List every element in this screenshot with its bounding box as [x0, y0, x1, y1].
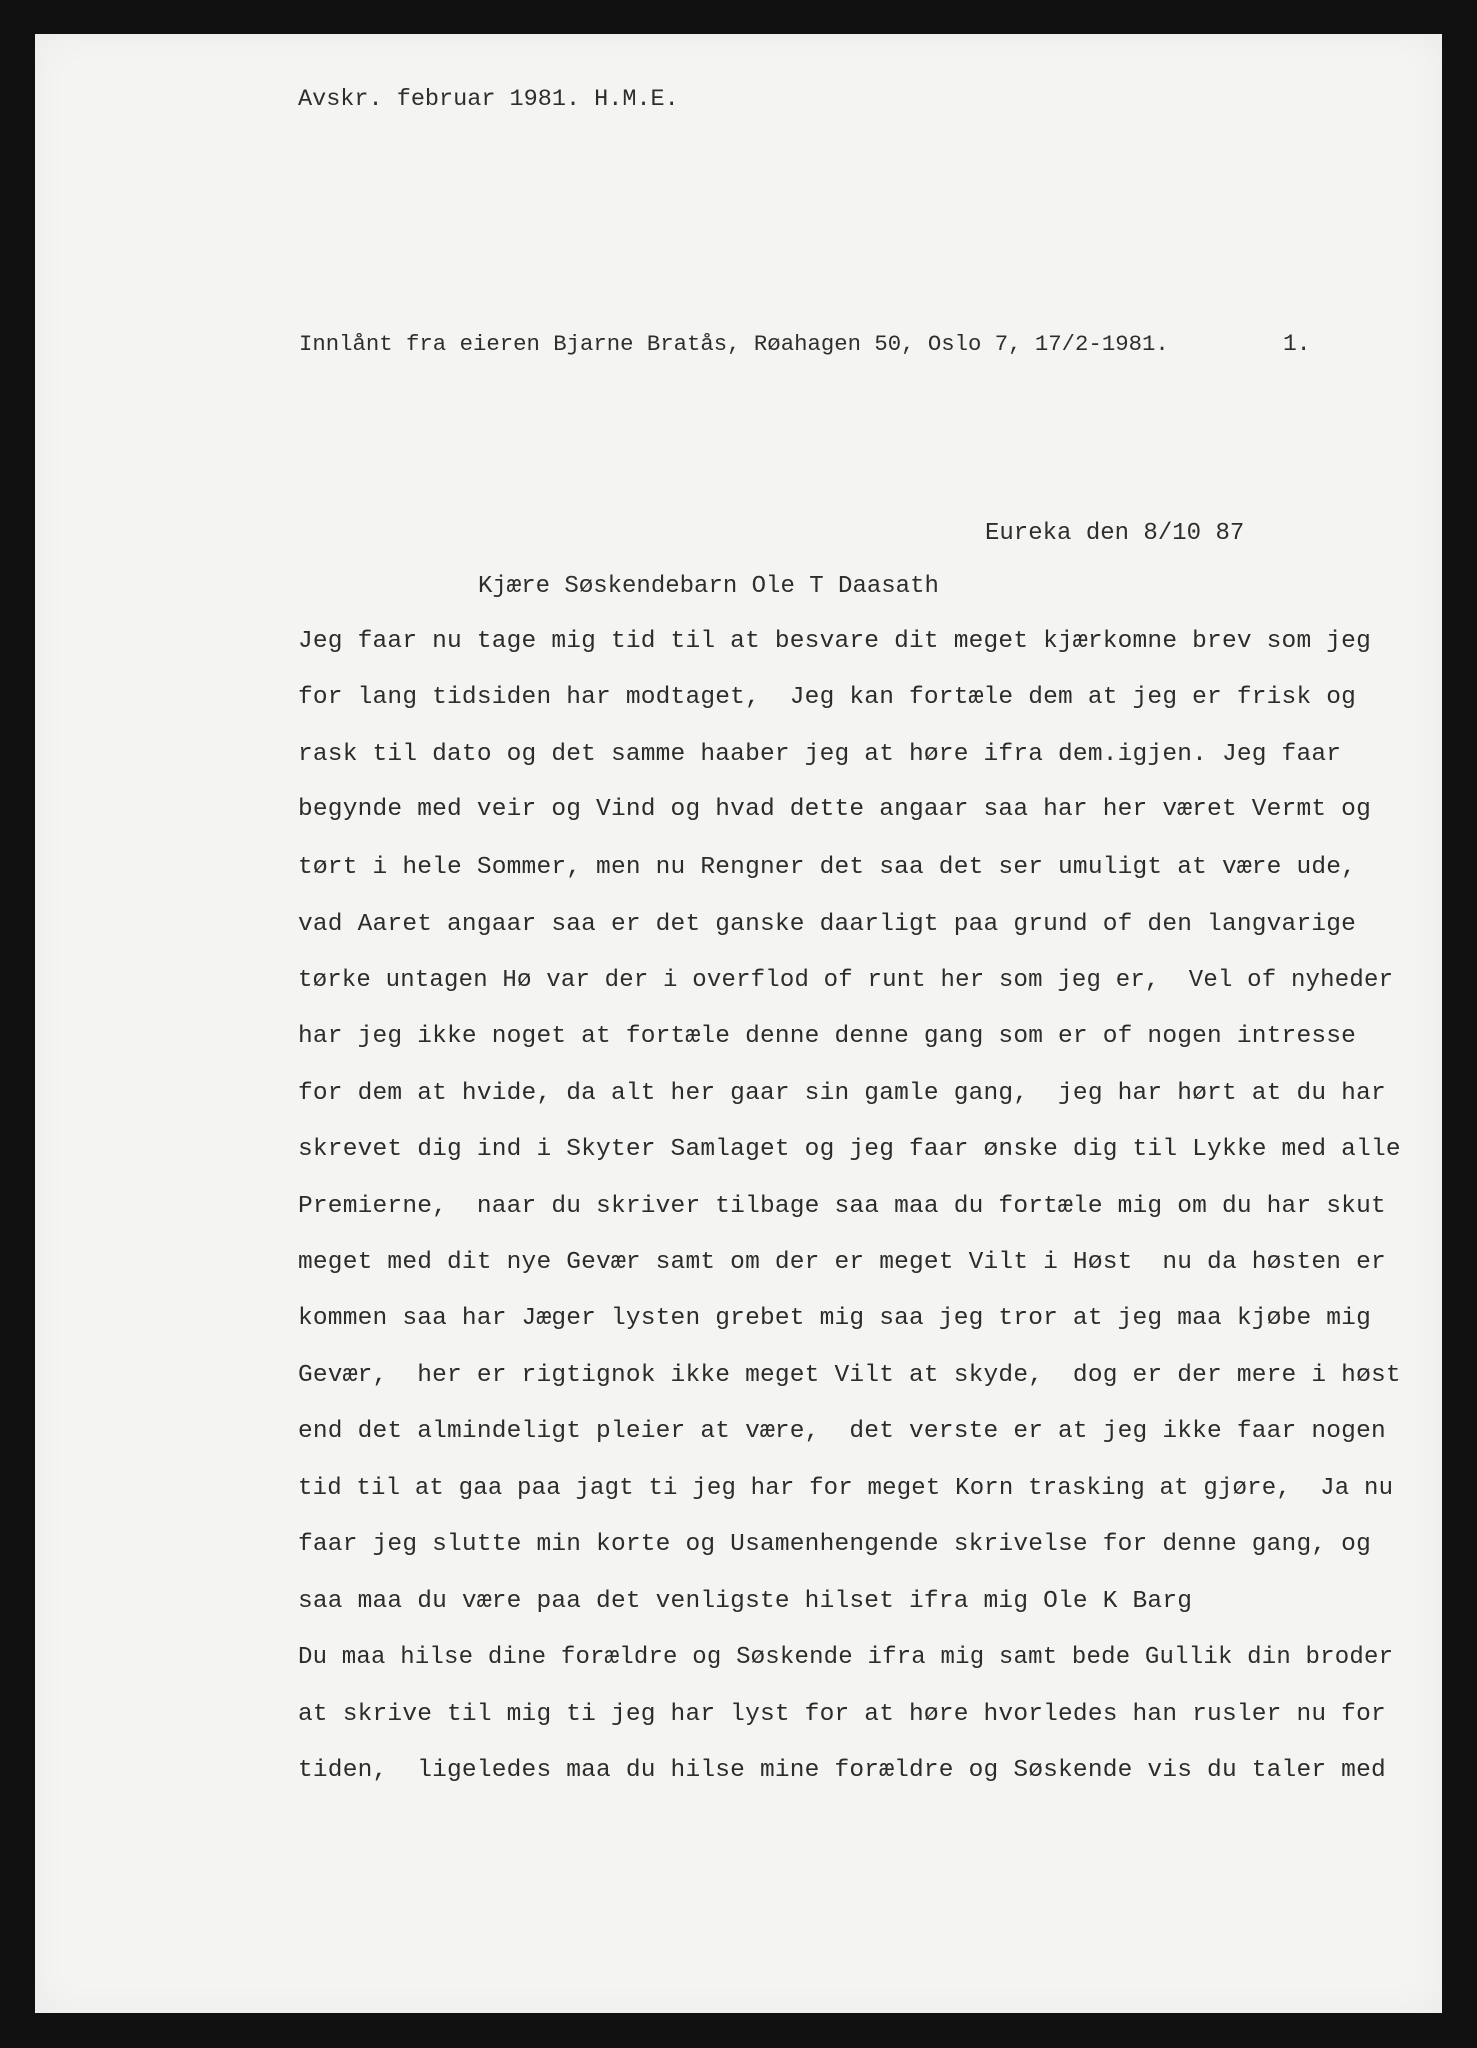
letter-line: saa maa du være paa det venligste hilset ifra mig Ole K Barg: [298, 1588, 1193, 1615]
letter-line: for dem at hvide, da alt her gaar sin gamle gang, jeg har hørt at du har: [298, 1080, 1386, 1107]
letter-line: rask til dato og det samme haaber jeg at høre ifra dem.igjen. Jeg faar: [298, 741, 1342, 768]
letter-line: for lang tidsiden har modtaget, Jeg kan fortæle dem at jeg er frisk og: [298, 684, 1357, 711]
letter-line: meget med dit nye Gevær samt om der er meget Vilt i Høst nu da høsten er: [298, 1249, 1386, 1276]
letter-line: end det almindeligt pleier at være, det verste er at jeg ikke faar nogen: [298, 1418, 1386, 1445]
letter-line: Du maa hilse dine forældre og Søskende ifra mig samt bede Gullik din broder: [298, 1644, 1394, 1671]
letter-line: tiden, ligeledes maa du hilse mine forældre og Søskende vis du taler med: [298, 1757, 1386, 1784]
letter-line: Jeg faar nu tage mig tid til at besvare dit meget kjærkomne brev som jeg: [298, 628, 1371, 655]
letter-line: skrevet dig ind i Skyter Samlaget og jeg faar ønske dig til Lykke med alle: [298, 1136, 1401, 1163]
letter-line: vad Aaret angaar saa er det ganske daarligt paa grund of den langvarige: [298, 911, 1357, 938]
letter-line: tid til at gaa paa jagt ti jeg har for meget Korn trasking at gjøre, Ja nu: [298, 1475, 1394, 1502]
letter-line: har jeg ikke noget at fortæle denne denne gang som er of nogen intresse: [298, 1023, 1357, 1050]
page-number: 1.: [1283, 331, 1311, 357]
letter-line: Premierne, naar du skriver tilbage saa maa du fortæle mig om du har skut: [298, 1193, 1386, 1220]
letter-line: faar jeg slutte min korte og Usamenhengende skrivelse for denne gang, og: [298, 1531, 1371, 1558]
letter-line: tørt i hele Sommer, men nu Rengner det saa det ser umuligt at være ude,: [298, 854, 1357, 881]
letter-line: tørke untagen Hø var der i overflod of runt her som jeg er, Vel of nyheder: [298, 967, 1394, 994]
transcription-note: Avskr. februar 1981. H.M.E.: [298, 86, 679, 113]
letter-line: kommen saa har Jæger lysten grebet mig saa jeg tror at jeg maa kjøbe mig: [298, 1305, 1371, 1332]
salutation: Kjære Søskendebarn Ole T Daasath: [478, 573, 939, 600]
place-date: Eureka den 8/10 87: [985, 520, 1245, 547]
letter-line: Gevær, her er rigtignok ikke meget Vilt at skyde, dog er der mere i høst: [298, 1362, 1401, 1389]
letter-line: begynde med veir og Vind og hvad dette angaar saa har her været Vermt og: [298, 796, 1371, 823]
loan-note: Innlånt fra eieren Bjarne Bratås, Røahagen 50, Oslo 7, 17/2-1981.: [299, 331, 1169, 357]
letter-line: at skrive til mig ti jeg har lyst for at høre hvorledes han rusler nu for: [298, 1701, 1386, 1728]
document-page: [35, 34, 1442, 2013]
